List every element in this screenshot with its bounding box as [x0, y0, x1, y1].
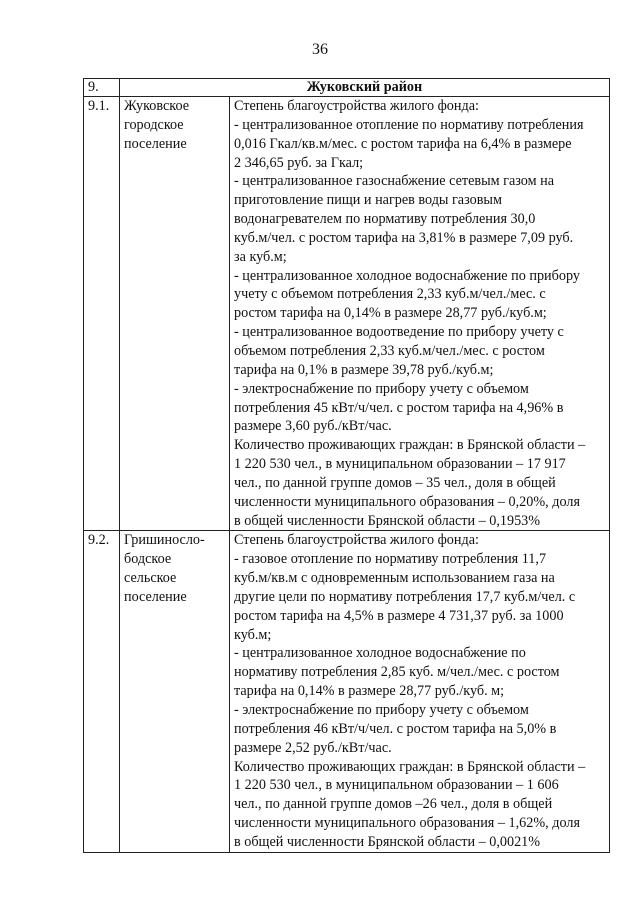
text-line: водонагревателем по нормативу потребления 30,0 [234, 211, 536, 228]
district-header-row [84, 79, 610, 97]
text-line: - централизованное газоснабжение сетевым газом на [234, 173, 555, 190]
settlement-name-line: сельское [124, 570, 177, 587]
text-line: в общей численности Брянской области – 0,0021% [234, 833, 541, 850]
text-line: - централизованное холодное водоснабжение по [234, 645, 526, 662]
text-line: нормативу потребления 2,85 куб. м/чел./мес. с ростом [234, 664, 560, 681]
section-number: 9. [84, 79, 120, 97]
text-line: ростом тарифа на 0,14% в размере 28,77 руб./куб.м; [234, 305, 547, 322]
page-number: 36 [312, 41, 328, 58]
text-line: учету с объемом потребления 2,33 куб.м/чел./мес. с [234, 286, 546, 303]
text-line: другие цели по нормативу потребления 17,7 куб.м/чел. с [234, 588, 576, 605]
text-line: куб.м; [234, 626, 272, 643]
text-line: Степень благоустройства жилого фонда: [234, 98, 479, 114]
settlement-name-line: Гришинослo- [124, 532, 205, 549]
text-line: приготовление пищи и нагрев воды газовым [234, 192, 502, 209]
text-line: 1 220 530 чел., в муниципальном образовании – 1 606 [234, 777, 559, 794]
settlement-name-line: Жуковское [124, 98, 190, 114]
text-line: Степень благоустройства жилого фонда: [234, 532, 479, 549]
text-line: потребления 45 кВт/ч/чел. с ростом тарифа на 4,96% в [234, 399, 564, 416]
settlement-name-line: поселение [124, 135, 187, 152]
text-line: объемом потребления 2,33 куб.м/чел./мес. с ростом [234, 342, 545, 359]
text-line: ростом тарифа на 4,5% в размере 4 731,37 руб. за 1000 [234, 607, 564, 624]
text-line: - газовое отопление по нормативу потребления 11,7 [234, 551, 547, 568]
row-number: 9.2. [84, 531, 120, 852]
text-line: 2 346,65 руб. за Гкал; [234, 154, 364, 171]
text-line: тарифа на 0,1% в размере 39,78 руб./куб.м; [234, 361, 494, 378]
text-line: чел., по данной группе домов –26 чел., доля в общей [234, 796, 553, 813]
settlement-name-line: бодское [124, 551, 172, 568]
table-row [84, 531, 610, 852]
text-line: тарифа на 0,14% в размере 28,77 руб./куб. м; [234, 683, 505, 700]
text-line: - централизованное холодное водоснабжение по прибору [234, 267, 580, 284]
settlement-name [120, 531, 230, 852]
text-line: 1 220 530 чел., в муниципальном образовании – 17 917 [234, 456, 566, 473]
table-row [84, 97, 610, 531]
text-line: численности муниципального образования – 1,62%, доля [234, 815, 580, 832]
text-line: чел., по данной группе домов – 35 чел., доля в общей [234, 474, 556, 491]
text-line: 0,016 Гкал/кв.м/мес. с ростом тарифа на 6,4% в размере [234, 135, 572, 152]
text-line: размере 2,52 руб./кВт/час. [234, 739, 392, 756]
row-number: 9.1. [84, 97, 120, 531]
text-line: - централизованное водоотведение по прибору учету с [234, 324, 564, 341]
district-title: Жуковский район [120, 79, 610, 97]
text-line: - централизованное отопление по нормативу потребления [234, 116, 584, 133]
text-line: размере 3,60 руб./кВт/час. [234, 418, 392, 435]
text-line: - электроснабжение по прибору учету с объемом [234, 702, 529, 718]
text-line: Количество проживающих граждан: в Брянской области – [234, 437, 586, 454]
text-line: потребления 46 кВт/ч/чел. с ростом тарифа на 5,0% в [234, 720, 557, 737]
text-line: в общей численности Брянской области – 0,1953% [234, 512, 541, 529]
text-line: за куб.м; [234, 248, 287, 265]
district-table [83, 78, 610, 853]
text-line: Количество проживающих граждан: в Брянской области – [234, 758, 586, 775]
settlement-name-line: городское [124, 116, 184, 133]
settlement-description [230, 531, 610, 852]
text-line: численности муниципального образования – 0,20%, доля [234, 493, 580, 510]
text-line: куб.м/кв.м с одновременным использованием газа на [234, 570, 555, 587]
text-line: куб.м/чел. с ростом тарифа на 3,81% в размере 7,09 руб. [234, 229, 574, 246]
settlement-name-line: поселение [124, 588, 187, 605]
text-line: - электроснабжение по прибору учету с объемом [234, 380, 529, 397]
settlement-description [230, 97, 610, 531]
settlement-name [120, 97, 230, 531]
